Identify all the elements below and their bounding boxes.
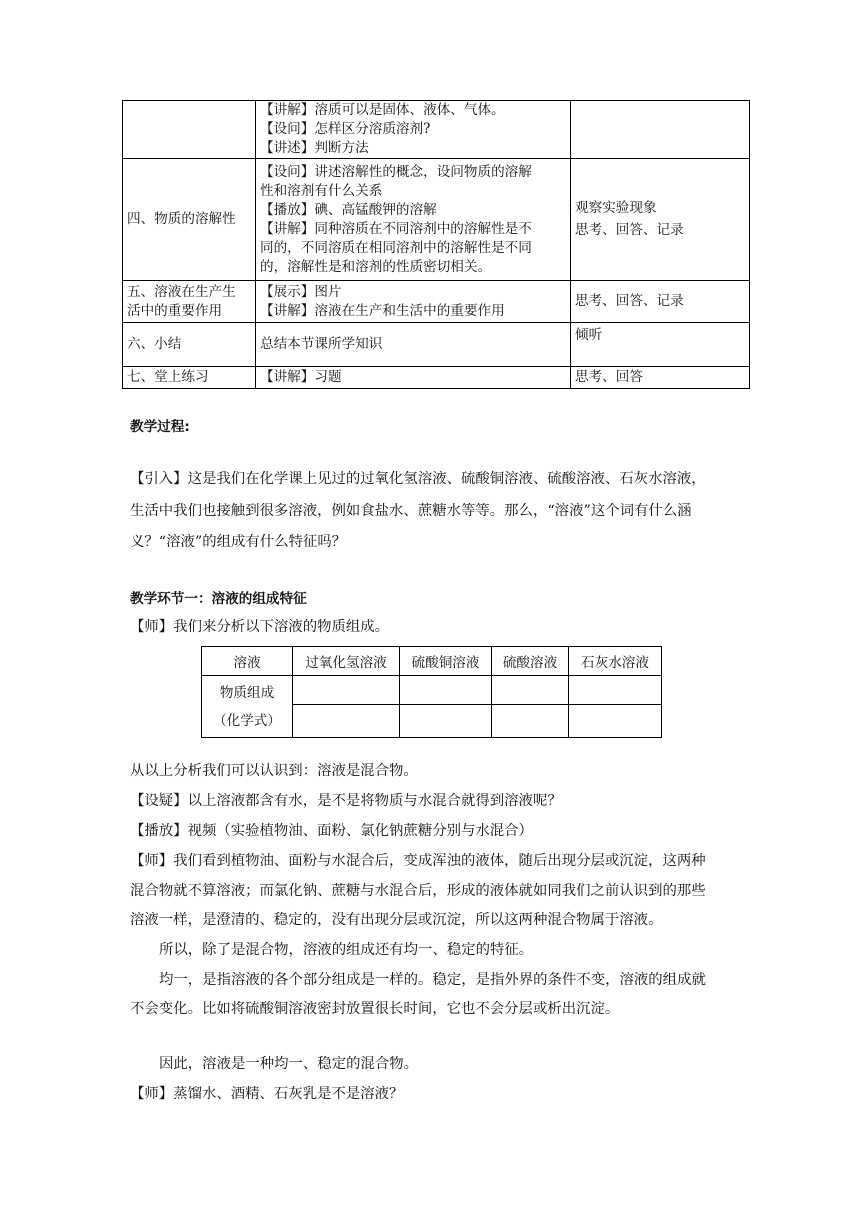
table-header-cell: 硫酸铜溶液 [400,647,492,676]
table-cell [293,676,400,705]
content-cell: 【讲解】习题 [256,367,571,389]
content-cell: 【设问】讲述溶解性的概念，设问物质的溶解 性和溶剂有什么关系 【播放】碘、高锰酸钾的溶解 【讲解】同种溶质在不同溶剂中的溶解性是不 同的，不同溶质在相同溶剂中的溶解性是不同 的，溶解性是和溶剂的性质密切相关。 [256,159,571,281]
table-header-cell: 硫酸溶液 [492,647,569,676]
section-heading: 教学环节一：溶液的组成特征 [130,591,307,607]
student-cell: 观察实验现象 思考、回答、记录 [571,159,750,281]
stage-cell: 六、小结 [123,323,256,367]
content-cell: 总结本节课所学知识 [256,323,571,367]
table-cell [492,676,569,705]
student-cell: 思考、回答 [571,367,750,389]
table-cell [293,705,400,738]
content-cell: 【展示】图片 【讲解】溶液在生产和生活中的重要作用 [256,281,571,323]
intro-line: 义？“溶液”的组成有什么特征吗？ [130,534,347,550]
lesson-plan-table [122,100,750,389]
stage-cell: 四、物质的溶解性 [123,159,256,281]
table-row [202,676,662,705]
table-header-cell: 石灰水溶液 [569,647,662,676]
paragraph-line: 所以，除了是混合物，溶液的组成还有均一、稳定的特征。 [159,942,534,958]
composition-table [201,646,662,738]
table-row [123,159,750,281]
table-cell [400,705,492,738]
table-row [123,101,750,159]
stage-cell: 七、堂上练习 [123,367,256,389]
table-row [123,367,750,389]
intro-line: 【引入】这是我们在化学课上见过的过氧化氢溶液、硫酸铜溶液、硫酸溶液、石灰水溶液， [130,471,706,487]
row-label-cell: 物质组成 （化学式） [202,676,293,738]
intro-line: 生活中我们也接触到很多溶液，例如食盐水、蔗糖水等等。那么，“溶液”这个词有什么涵 [130,503,692,519]
paragraph-line: 【师】我们看到植物油、面粉与水混合后，变成浑浊的液体，随后出现分层或沉淀，这两种 [130,853,706,869]
paragraph-line: 不会变化。比如将硫酸铜溶液密封放置很长时间，它也不会分层或析出沉淀。 [130,1001,620,1017]
table-cell [400,676,492,705]
paragraph-line: 因此，溶液是一种均一、稳定的混合物。 [159,1056,419,1072]
table-cell [492,705,569,738]
table-header-cell: 过氧化氢溶液 [293,647,400,676]
paragraph-line: 溶液一样，是澄清的、稳定的，没有出现分层或沉淀，所以这两种混合物属于溶液。 [130,912,663,928]
student-cell: 倾听 [571,323,750,367]
paragraph-line: 从以上分析我们可以认识到：溶液是混合物。 [130,763,418,779]
stage-cell [123,101,256,159]
student-cell: 思考、回答、记录 [571,281,750,323]
table-row [123,281,750,323]
paragraph-line: 【播放】视频（实验植物油、面粉、氯化钠蔗糖分别与水混合） [130,823,533,839]
table-row [123,323,750,367]
paragraph-line: 混合物就不算溶液；而氯化钠、蔗糖与水混合后，形成的液体就如同我们之前认识到的那些 [130,883,706,899]
table-cell [569,705,662,738]
table-header-cell: 溶液 [202,647,293,676]
table-cell [569,676,662,705]
student-cell [571,101,750,159]
teacher-line: 【师】我们来分析以下溶液的物质组成。 [130,619,390,635]
process-heading: 教学过程: [130,419,190,435]
paragraph-line: 【设疑】以上溶液都含有水，是不是将物质与水混合就得到溶液呢？ [130,793,562,809]
paragraph-line: 【师】蒸馏水、酒精、石灰乳是不是溶液？ [130,1086,404,1102]
stage-cell: 五、溶液在生产生 活中的重要作用 [123,281,256,323]
content-cell: 【讲解】溶质可以是固体、液体、气体。 【设问】怎样区分溶质溶剂? 【讲述】判断方法 [256,101,571,159]
table-row [202,647,662,676]
paragraph-line: 均一，是指溶液的各个部分组成是一样的。稳定，是指外界的条件不变，溶液的组成就 [159,972,706,988]
